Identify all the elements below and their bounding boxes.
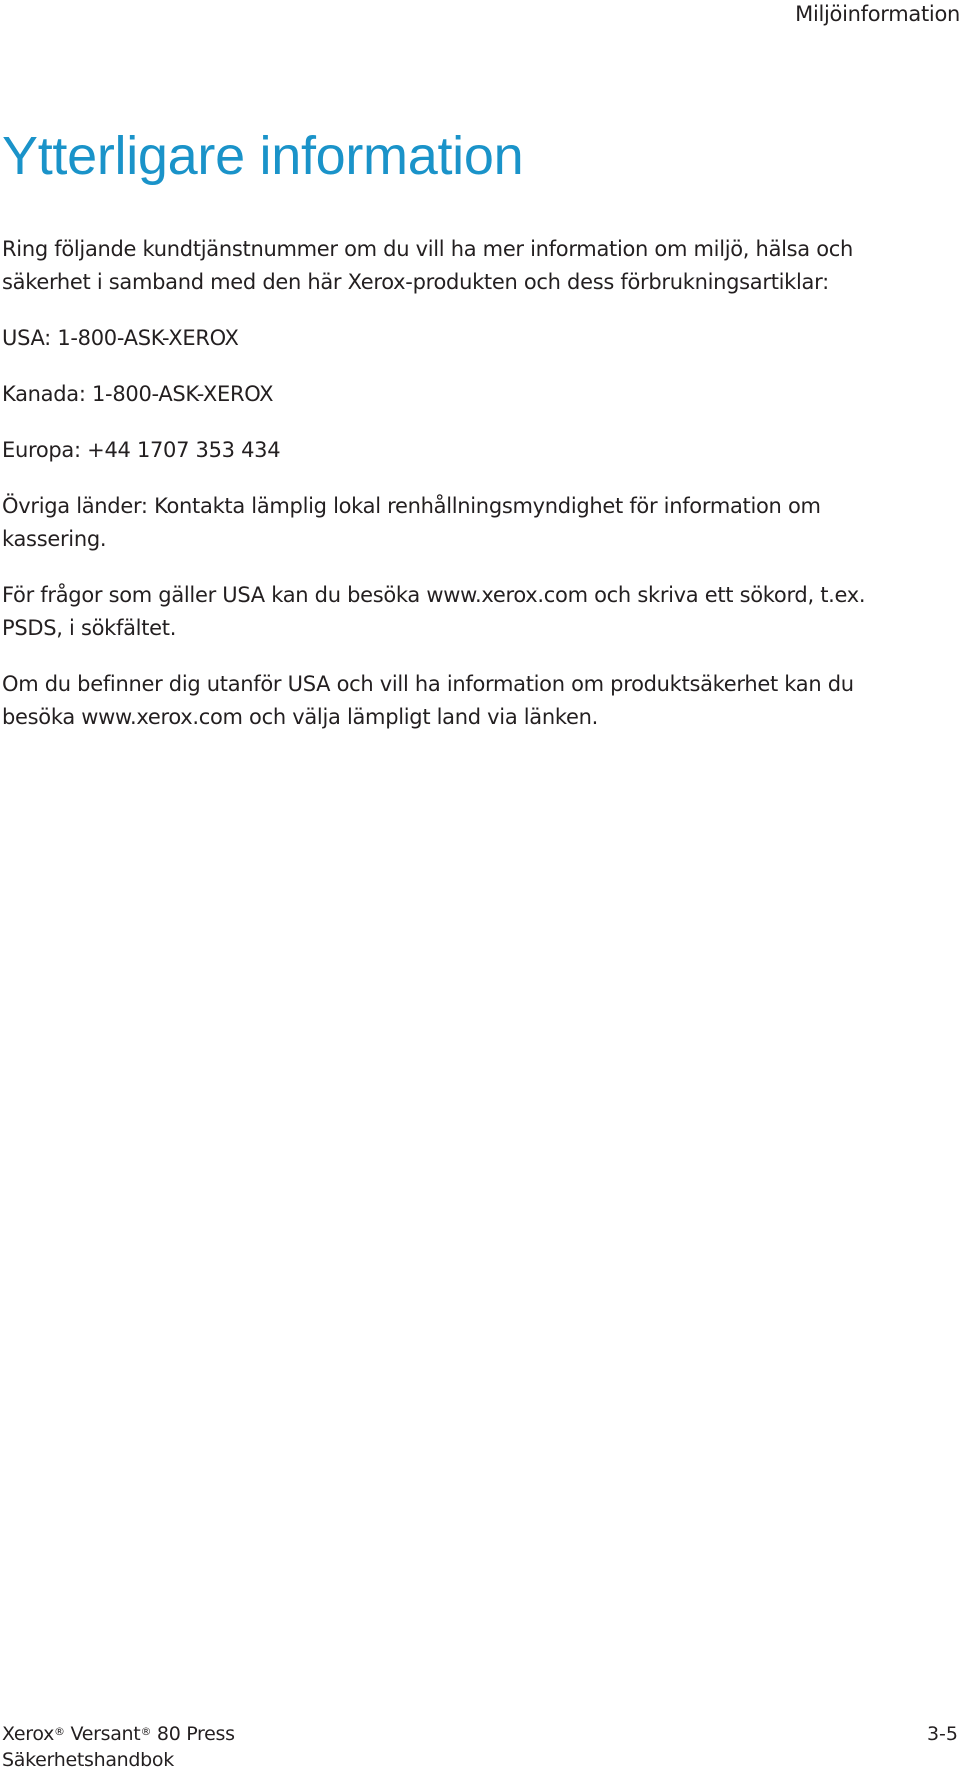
footer-product: Versant (70, 1723, 141, 1745)
phone-europe: Europa: +44 1707 353 434 (2, 438, 281, 462)
registered-mark: ® (54, 1725, 65, 1738)
registered-mark-product: ® (140, 1725, 152, 1738)
body-content (2, 233, 922, 757)
other-countries-paragraph: Övriga länder: Kontakta lämplig lokal renhållningsmyndighet för information om kassering. (2, 494, 821, 551)
usa-questions-paragraph: För frågor som gäller USA kan du besöka www.xerox.com och skriva ett sökord, t.ex. PSDS, i sökfältet. (2, 583, 866, 640)
page-number: 3-5 (926, 1723, 958, 1745)
footer-product-info (2, 1721, 235, 1773)
outside-usa-paragraph: Om du befinner dig utanför USA och vill ha information om produktsäkerhet kan du besöka www.xerox.com och välja lämpligt land via länken. (2, 672, 854, 729)
footer-model: 80 Press (156, 1723, 235, 1745)
running-header: Miljöinformation (795, 2, 960, 26)
page-title: Ytterligare information (2, 126, 524, 186)
intro-paragraph: Ring följande kundtjänstnummer om du vill ha mer information om miljö, hälsa och säkerhet i samband med den här Xerox-produkten och dess förbrukningsartiklar: (2, 237, 854, 294)
footer-brand: Xerox (2, 1723, 55, 1745)
phone-usa: USA: 1-800-ASK-XEROX (2, 326, 239, 350)
phone-canada: Kanada: 1-800-ASK-XEROX (2, 382, 274, 406)
footer-document-name: Säkerhetshandbok (2, 1749, 174, 1771)
footer-product-line (2, 1721, 235, 1747)
